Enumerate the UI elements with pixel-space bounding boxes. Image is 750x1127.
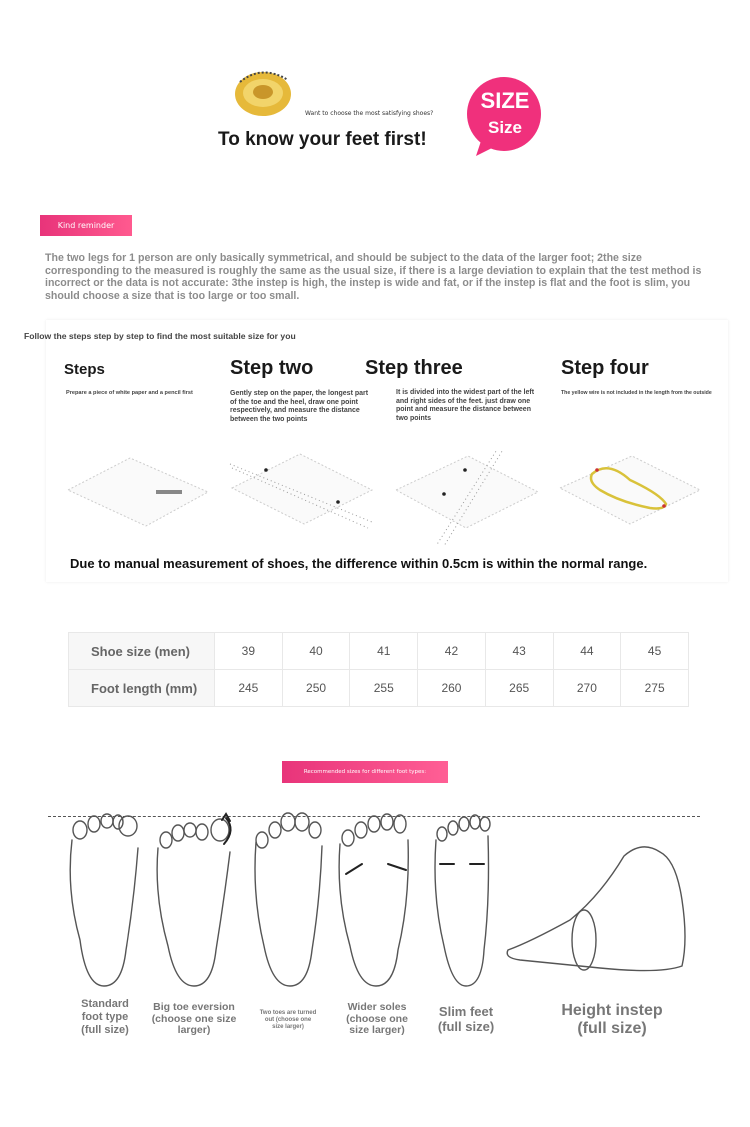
wider-soles-foot-icon [339,814,408,986]
step-3-desc: It is divided into the widest part of the left and right sides of the feet. just draw one point and measure the distance between two points [396,389,535,422]
big-toe-eversion-foot-icon [157,814,230,986]
step-2-title: Step two [230,357,314,379]
table-cell: 245 [215,670,283,707]
step-three-illustration [396,450,538,546]
slim-feet-foot-icon [435,815,490,986]
foot-type-wider-soles-caption: Wider soles (choose one size larger) [346,1001,408,1036]
paper-pencil-illustration [68,458,208,526]
step-4-title: Step four [561,357,649,379]
table-cell: 40 [282,633,350,670]
kind-reminder-label: Kind reminder [40,215,132,236]
table-cell: 44 [553,633,621,670]
step-1-title: Steps [64,361,105,378]
foot-type-standard-caption: Standard foot type (full size) [81,998,129,1036]
table-cell: 275 [621,670,689,707]
foot-type-slim-feet-caption: Slim feet (full size) [437,1004,495,1034]
table-cell: 265 [485,670,553,707]
step-3-title: Step three [365,357,463,379]
foot-type-high-instep-caption: Height instep (full size) [561,1002,663,1037]
reminder-text: The two legs for 1 person are only basically symmetrical, and should be subject to the data of the larger foot; 2the size corresponding to the measured is roughly the same as the usual size, if there is a large deviation to explain that the test method is incorrect or the data is not accurate: 3the instep is high, the instep is wide and fat, or if the instep is flat and the foot is slim, you should choose a size that is too large or too small. [45,252,702,302]
high-instep-foot-icon [507,847,685,971]
table-cell: 41 [350,633,418,670]
table-cell: 39 [215,633,283,670]
table-row [69,633,689,670]
table-cell: 255 [350,670,418,707]
foot-type-illustrations [0,800,750,990]
table-cell: 42 [418,633,486,670]
step-two-illustration [230,454,372,528]
foot-type-big-toe-caption: Big toe eversion (choose one size larger) [151,1001,237,1036]
table-cell: 45 [621,633,689,670]
steps-intro: Follow the steps step by step to find the most suitable size for you [24,331,296,341]
header-subtitle: Want to choose the most satisfying shoes? [305,110,434,117]
step-1-desc: Prepare a piece of white paper and a pencil first [66,390,193,396]
step-illustrations [60,450,720,550]
row-label-shoe-size: Shoe size (men) [69,633,215,670]
step-four-illustration [560,456,700,524]
size-table [68,632,689,707]
foot-type-two-toes-caption: Two toes are turned out (choose one size larger) [259,1010,317,1030]
badge-line2: Size [487,118,523,137]
table-cell: 250 [282,670,350,707]
step-2-desc: Gently step on the paper, the longest part of the toe and the heel, draw one point respectively, and measure the distance between the two points [230,390,369,423]
standard-foot-icon [70,814,138,986]
badge-line1: SIZE [480,88,530,113]
foot-types-banner: Recommended sizes for different foot types: [282,761,448,783]
measuring-tape-icon [232,60,294,120]
table-row [69,670,689,707]
measurement-note: Due to manual measurement of shoes, the difference within 0.5cm is within the normal range. [70,556,648,571]
two-toes-turned-out-foot-icon [255,813,322,986]
table-cell: 260 [418,670,486,707]
step-4-desc: The yellow wire is not included in the length from the outside [561,390,712,396]
table-cell: 270 [553,670,621,707]
row-label-foot-length: Foot length (mm) [69,670,215,707]
header-title: To know your feet first! [218,129,427,150]
table-cell: 43 [485,633,553,670]
